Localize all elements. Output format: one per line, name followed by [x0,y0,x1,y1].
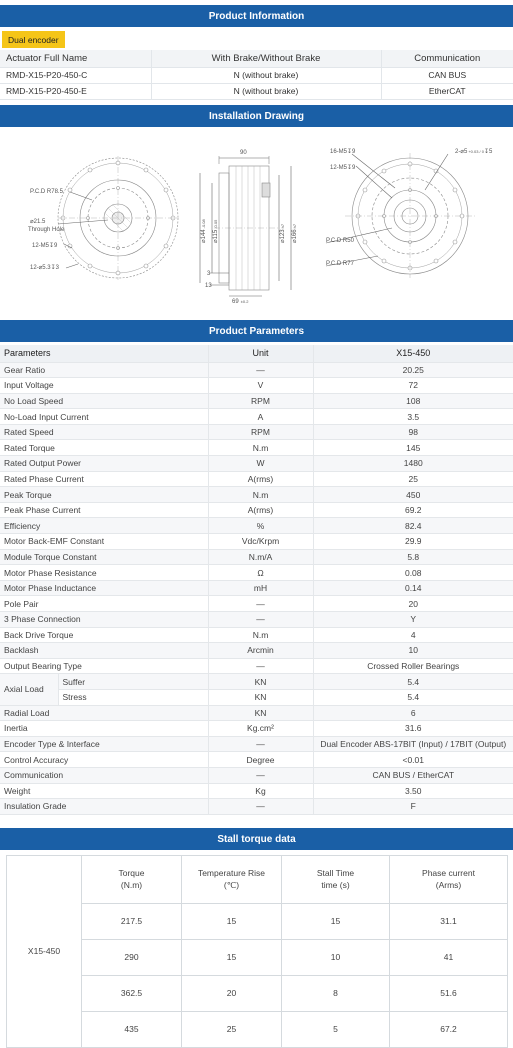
table-cell: 20 [313,596,513,612]
table-cell: Kg.cm² [208,721,313,737]
stall-torque-container [6,855,507,1048]
table-cell: Efficiency [0,518,208,534]
section-header-product-parameters: Product Parameters [0,320,513,342]
table-cell: Pole Pair [0,596,208,612]
table-cell: EtherCAT [381,83,513,99]
table-cell: Suffer [58,674,208,690]
table-cell: A [208,409,313,425]
dual-encoder-badge: Dual encoder [2,31,65,48]
table-cell: 290 [82,940,182,976]
table-row [0,502,513,518]
table-cell: Input Voltage [0,378,208,394]
section-header-installation-drawing: Installation Drawing [0,105,513,127]
table-cell: — [208,362,313,378]
table-cell: RMD-X15-P20-450-E [0,83,151,99]
table-cell: 29.9 [313,534,513,550]
table-row [0,518,513,534]
table-cell: RPM [208,393,313,409]
table-cell: 4 [313,627,513,643]
product-info-table [0,50,513,100]
table-cell: 3.5 [313,409,513,425]
table-cell: — [208,799,313,815]
table-cell: Vdc/Krpm [208,534,313,550]
table-cell: 450 [313,487,513,503]
table-row [0,799,513,815]
table-cell: 1480 [313,456,513,472]
table-cell: N.m [208,627,313,643]
table-row [0,83,513,99]
table-row [0,783,513,799]
column-header: With Brake/Without Brake [151,50,381,67]
back-pcd77-label: P.C.D R77 [326,261,354,267]
table-cell: <0.01 [313,752,513,768]
table-cell: 41 [390,940,508,976]
table-row [0,456,513,472]
table-cell: Degree [208,752,313,768]
side-dim13-label: 13 [205,283,212,289]
column-header: Actuator Full Name [0,50,151,67]
column-header: Stall Time time (s) [282,856,390,904]
table-cell: N (without brake) [151,67,381,83]
table-cell: 25 [313,471,513,487]
table-cell: 3.50 [313,783,513,799]
table-cell: Inertia [0,721,208,737]
table-cell: RMD-X15-P20-450-C [0,67,151,83]
table-cell: 145 [313,440,513,456]
table-cell: 435 [82,1012,182,1048]
table-cell: 67.2 [390,1012,508,1048]
table-cell: — [208,612,313,628]
table-row [0,658,513,674]
table-row [0,596,513,612]
table-cell: Backlash [0,643,208,659]
side-width-label: 90 [240,150,247,156]
table-row [7,940,508,976]
table-cell: 51.6 [390,976,508,1012]
table-cell: Y [313,612,513,628]
table-cell: N.m [208,487,313,503]
table-cell: 362.5 [82,976,182,1012]
table-cell: — [208,658,313,674]
table-row [7,1012,508,1048]
product-parameters-table [0,345,513,815]
table-row [0,736,513,752]
table-cell: — [208,736,313,752]
table-cell: 15 [282,904,390,940]
table-cell: Peak Torque [0,487,208,503]
table-cell: 0.08 [313,565,513,581]
table-cell: 25 [182,1012,282,1048]
back-view [326,153,475,278]
table-cell: Encoder Type & Interface [0,736,208,752]
side-dim69-label: 69 ±0.2 [232,299,249,305]
side-dim3-label: 3 [207,271,211,277]
table-cell: Motor Back-EMF Constant [0,534,208,550]
table-cell: A(rms) [208,502,313,518]
side-d166-label: ⌀166h7 [292,223,298,243]
column-header: Torque (N.m) [82,856,182,904]
table-row [0,534,513,550]
column-header: X15-450 [313,345,513,362]
table-cell: F [313,799,513,815]
table-row [7,904,508,940]
table-row [0,767,513,783]
table-cell: Axial Load [0,674,58,705]
table-header-row [0,50,513,67]
table-cell: Peak Phase Current [0,502,208,518]
table-cell: No Load Speed [0,393,208,409]
table-cell: 20.25 [313,362,513,378]
table-cell: Rated Torque [0,440,208,456]
table-cell: KN [208,689,313,705]
table-row [0,689,513,705]
table-cell: A(rms) [208,471,313,487]
table-cell: % [208,518,313,534]
column-header: Communication [381,50,513,67]
side-d123-label: ⌀123h7 [280,223,286,243]
table-row [0,409,513,425]
table-cell: Output Bearing Type [0,658,208,674]
table-cell: 5.4 [313,689,513,705]
table-cell: KN [208,705,313,721]
table-cell: — [208,596,313,612]
table-row [0,674,513,690]
table-cell: mH [208,580,313,596]
table-cell: Ω [208,565,313,581]
table-cell: 5.8 [313,549,513,565]
table-cell: Radial Load [0,705,208,721]
table-row [0,378,513,394]
column-header: Temperature Rise (℃) [182,856,282,904]
table-cell: RPM [208,424,313,440]
table-row [7,976,508,1012]
table-cell: Insulation Grade [0,799,208,815]
table-cell: — [208,767,313,783]
table-cell: Gear Ratio [0,362,208,378]
table-cell: 217.5 [82,904,182,940]
table-cell: 31.6 [313,721,513,737]
table-row [0,67,513,83]
back-pcd50-label: P.C.D R50 [326,238,354,244]
table-row [0,565,513,581]
table-cell: Crossed Roller Bearings [313,658,513,674]
table-cell: Dual Encoder ABS-17BIT (Input) / 17BIT (Output) [313,736,513,752]
through-hole-dia-label: ⌀21.5 [30,219,46,225]
table-row [0,580,513,596]
table-cell: CAN BUS [381,67,513,83]
table-cell: Stress [58,689,208,705]
table-cell: Rated Output Power [0,456,208,472]
table-row [0,487,513,503]
table-cell: N.m/A [208,549,313,565]
front-view [58,156,178,280]
section-header-stall-torque: Stall torque data [0,828,513,850]
table-cell: 15 [182,904,282,940]
column-header: Parameters [0,345,208,362]
table-row [0,440,513,456]
table-row [0,627,513,643]
table-cell: 108 [313,393,513,409]
table-row [0,362,513,378]
table-cell: Kg [208,783,313,799]
side-d115-label: ⌀115-0.05 [213,219,219,243]
table-cell: CAN BUS / EtherCAT [313,767,513,783]
table-cell: 20 [182,976,282,1012]
table-cell: 10 [282,940,390,976]
table-cell: 31.1 [390,904,508,940]
installation-drawing [0,128,513,308]
table-cell: 98 [313,424,513,440]
table-cell: N.m [208,440,313,456]
table-cell: KN [208,674,313,690]
table-cell: 8 [282,976,390,1012]
stall-torque-table [6,855,508,1048]
table-cell: Control Accuracy [0,752,208,768]
table-cell: Communication [0,767,208,783]
front-holes-a-label: 12-M5↧9 [32,243,58,249]
table-row [0,549,513,565]
table-cell: 82.4 [313,518,513,534]
column-header: Phase current (Arms) [390,856,508,904]
table-cell: Arcmin [208,643,313,659]
table-row [0,721,513,737]
table-cell: 5.4 [313,674,513,690]
table-cell: 6 [313,705,513,721]
table-cell: W [208,456,313,472]
column-header: Unit [208,345,313,362]
front-pcd-label: P.C.D R78.5 [30,189,63,195]
table-header-row [7,856,508,904]
table-cell: 3 Phase Connection [0,612,208,628]
table-cell: 5 [282,1012,390,1048]
table-cell: Rated Speed [0,424,208,440]
through-hole-label: Through Hole [28,227,65,233]
table-cell: V [208,378,313,394]
table-header-row [0,345,513,362]
table-cell: 0.14 [313,580,513,596]
front-holes-b-label: 12-⌀5.3↧3 [30,265,60,271]
back-holes-c-label: 16-M5↧9 [330,149,356,155]
table-row [0,612,513,628]
table-row [0,705,513,721]
table-cell: Motor Phase Inductance [0,580,208,596]
table-row [0,752,513,768]
table-cell: Rated Phase Current [0,471,208,487]
table-cell: Motor Phase Resistance [0,565,208,581]
table-cell: Weight [0,783,208,799]
side-d144-label: ⌀144-0.08 [201,219,207,243]
table-cell: No-Load Input Current [0,409,208,425]
table-row [0,643,513,659]
table-row [0,424,513,440]
back-pins-label: 2-⌀5+0.03 / 0↧5 [455,149,493,155]
table-row [0,393,513,409]
back-holes-d-label: 12-M5↧9 [330,165,356,171]
table-cell: 72 [313,378,513,394]
table-cell: Module Torque Constant [0,549,208,565]
table-cell: 10 [313,643,513,659]
table-cell: N (without brake) [151,83,381,99]
table-cell: 15 [182,940,282,976]
table-cell: 69.2 [313,502,513,518]
table-row [0,471,513,487]
stall-model-cell: X15-450 [7,856,82,1048]
table-cell: Back Drive Torque [0,627,208,643]
section-header-product-information: Product Information [0,5,513,27]
